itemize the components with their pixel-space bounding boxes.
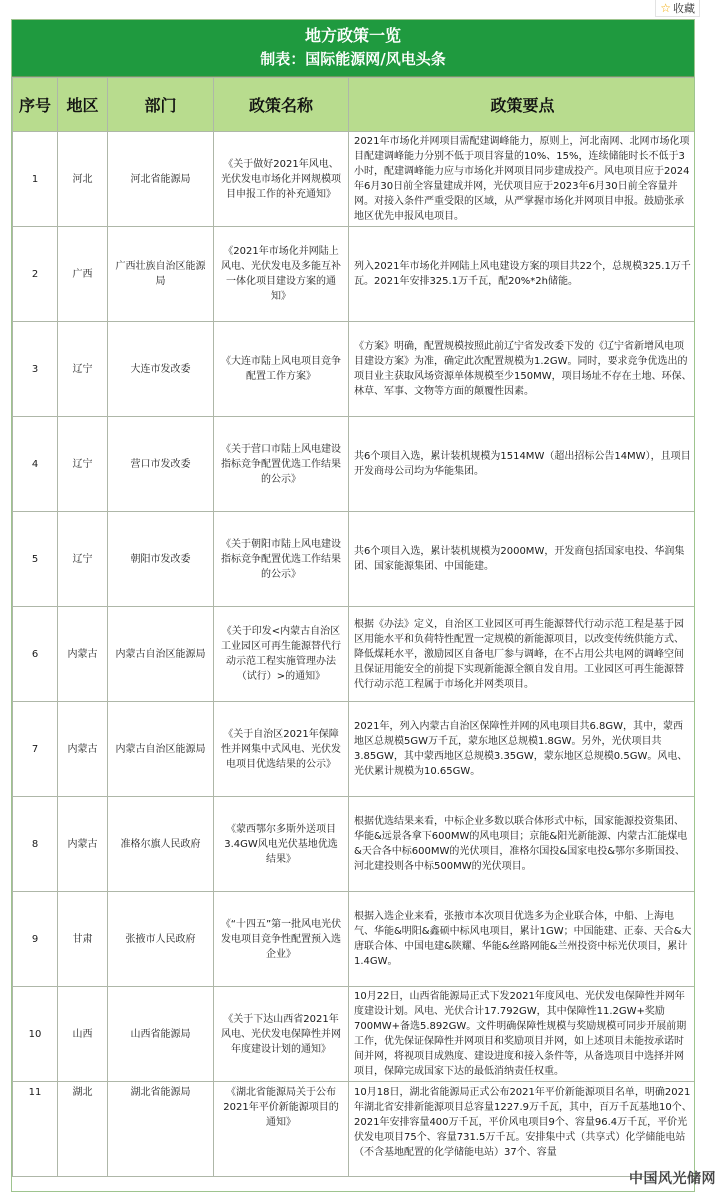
cell-no: 10	[13, 987, 58, 1082]
cell-points: 共6个项目入选，累计装机规模为2000MW，开发商包括国家电投、华润集团、国家能源集团、中国能建。	[349, 512, 696, 607]
cell-dept: 营口市发改委	[108, 417, 214, 512]
policy-table	[12, 77, 695, 1177]
cell-region: 辽宁	[58, 512, 108, 607]
policy-table-sheet	[11, 19, 695, 1192]
cell-policy: 《“十四五”第一批风电光伏发电项目竞争性配置预入选企业》	[214, 892, 349, 987]
header-dept: 部门	[108, 78, 214, 132]
star-icon: ☆	[660, 1, 671, 15]
cell-no: 8	[13, 797, 58, 892]
cell-region: 内蒙古	[58, 607, 108, 702]
cell-policy: 《关于自治区2021年保障性并网集中式风电、光伏发电项目优选结果的公示》	[214, 702, 349, 797]
header-region: 地区	[58, 78, 108, 132]
cell-region: 辽宁	[58, 322, 108, 417]
cell-policy: 《关于下达山西省2021年风电、光伏发电保障性并网年度建设计划的通知》	[214, 987, 349, 1082]
cell-dept: 山西省能源局	[108, 987, 214, 1082]
cell-points: 根据优选结果来看，中标企业多数以联合体形式中标，国家能源投资集团、华能&远景各拿下600MW的风电项目；京能&阳光新能源、内蒙古汇能煤电&天合各中标600MW的光伏项目，准格尔国投&国家电投&鄂尔多斯国投、河北建投则各中标500MW的光伏项目。	[349, 797, 696, 892]
cell-no: 3	[13, 322, 58, 417]
cell-no: 4	[13, 417, 58, 512]
cell-points: 列入2021年市场化并网陆上风电建设方案的项目共22个，总规模325.1万千瓦。2021年安排325.1万千瓦，配20%*2h储能。	[349, 227, 696, 322]
cell-no: 9	[13, 892, 58, 987]
cell-points: 10月18日，湖北省能源局正式公布2021年平价新能源项目名单，明确2021年湖北省安排新能源项目总容量1227.9万千瓦，其中，百万千瓦基地10个、2021年安排容量400万千瓦，平价风电项目9个、容量96.4万千瓦，平价光伏发电项目75个、容量731.5万千瓦。安排集中式（共享式）化学储能电站（不含基地配置的化学储能电站）37个、容量	[349, 1082, 696, 1177]
cell-dept: 内蒙古自治区能源局	[108, 607, 214, 702]
cell-policy: 《湖北省能源局关于公布2021年平价新能源项目的通知》	[214, 1082, 349, 1177]
table-row	[13, 797, 696, 892]
cell-dept: 准格尔旗人民政府	[108, 797, 214, 892]
cell-policy: 《关于朝阳市陆上风电建设指标竞争配置优选工作结果的公示》	[214, 512, 349, 607]
favorite-button[interactable]	[655, 0, 700, 17]
cell-region: 内蒙古	[58, 702, 108, 797]
cell-dept: 湖北省能源局	[108, 1082, 214, 1177]
cell-points: 《方案》明确，配置规模按照此前辽宁省发改委下发的《辽宁省新增风电项目建设方案》为准，确定此次配置规模为1.2GW。同时，要求竞争优选出的项目业主获取风场资源单体规模至少150MW，项目场址不存在土地、环保、林草、军事、文物等方面的颠覆性因素。	[349, 322, 696, 417]
table-header-row	[13, 78, 696, 132]
cell-points: 共6个项目入选，累计装机规模为1514MW（超出招标公告14MW），且项目开发商母公司均为华能集团。	[349, 417, 696, 512]
watermark-text: 中国风光储网	[629, 1171, 716, 1187]
table-row	[13, 702, 696, 797]
cell-no: 11	[13, 1082, 58, 1177]
cell-policy: 《关于做好2021年风电、光伏发电市场化并网规模项目申报工作的补充通知》	[214, 132, 349, 227]
table-title: 地方政策一览	[304, 26, 401, 45]
cell-no: 1	[13, 132, 58, 227]
cell-points: 10月22日，山西省能源局正式下发2021年度风电、光伏发电保障性并网年度建设计划。风电、光伏合计17.792GW，其中保障性11.2GW+奖励700MW+备选5.892GW。文件明确保障性规模与奖励规模可同步开展前期工作，优先保证保障性并网项目和奖励项目并网，如上述项目未能按承诺时间并网，将视项目成熟度、建设进度和接入条件等，从备选项目中选择并网项目，保障完成国家下达的最低消纳责任权重。	[349, 987, 696, 1082]
table-row	[13, 322, 696, 417]
table-title-band	[12, 20, 694, 77]
table-row	[13, 987, 696, 1082]
cell-region: 湖北	[58, 1082, 108, 1177]
cell-points: 根据《办法》定义，自治区工业园区可再生能源替代行动示范工程是基于园区用能水平和负荷特性配置一定规模的新能源项目，以改变传统供能方式、降低煤耗水平，激励园区自备电厂参与调峰，在不占用公共电网的调峰空间且保证用能安全的前提下实现新能源全额自发自用。工业园区可再生能源替代行动示范工程属于市场化并网类项目。	[349, 607, 696, 702]
header-points: 政策要点	[349, 78, 696, 132]
cell-region: 甘肃	[58, 892, 108, 987]
cell-policy: 《关于印发<内蒙古自治区工业园区可再生能源替代行动示范工程实施管理办法（试行）>的通知》	[214, 607, 349, 702]
cell-region: 山西	[58, 987, 108, 1082]
cell-points: 根据入选企业来看，张掖市本次项目优选多为企业联合体，中船、上海电气、华能&明阳&鑫硕中标风电项目，累计1GW；中国能建、正泰、天合&大唐联合体、中国电建&陕耀、华能&丝路网能&兰州投资中标光伏项目，累计1.4GW。	[349, 892, 696, 987]
cell-dept: 张掖市人民政府	[108, 892, 214, 987]
table-row	[13, 132, 696, 227]
table-row	[13, 1082, 696, 1177]
favorite-label: 收藏	[673, 2, 695, 15]
header-no: 序号	[13, 78, 58, 132]
cell-no: 5	[13, 512, 58, 607]
cell-no: 2	[13, 227, 58, 322]
cell-dept: 朝阳市发改委	[108, 512, 214, 607]
table-row	[13, 227, 696, 322]
cell-dept: 内蒙古自治区能源局	[108, 702, 214, 797]
cell-policy: 《关于营口市陆上风电建设指标竞争配置优选工作结果的公示》	[214, 417, 349, 512]
cell-no: 6	[13, 607, 58, 702]
cell-dept: 广西壮族自治区能源局	[108, 227, 214, 322]
cell-no: 7	[13, 702, 58, 797]
cell-region: 内蒙古	[58, 797, 108, 892]
cell-points: 2021年市场化并网项目需配建调峰能力，原则上，河北南网、北网市场化项目配建调峰能力分别不低于项目容量的10%、15%，连续储能时长不低于3小时，配建调峰能力应与市场化并网项目同步建成投产。风电项目应于2024年6月30日前全容量建成并网，光伏项目应于2023年6月30日前全容量并网。对接入条件严重受限的区域，从严掌握市场化并网项目申报。鼓励张承地区优先申报风电项目。	[349, 132, 696, 227]
table-row	[13, 417, 696, 512]
cell-dept: 大连市发改委	[108, 322, 214, 417]
header-policy: 政策名称	[214, 78, 349, 132]
table-row	[13, 512, 696, 607]
cell-region: 广西	[58, 227, 108, 322]
table-row	[13, 892, 696, 987]
cell-policy: 《2021年市场化并网陆上风电、光伏发电及多能互补一体化项目建设方案的通知》	[214, 227, 349, 322]
cell-points: 2021年，列入内蒙古自治区保障性并网的风电项目共6.8GW，其中，蒙西地区总规模5GW万千瓦，蒙东地区总规模1.8GW。另外，光伏项目共3.85GW，其中蒙西地区总规模3.35GW，蒙东地区总规模0.5GW。风电、光伏累计规模为10.65GW。	[349, 702, 696, 797]
cell-region: 辽宁	[58, 417, 108, 512]
cell-policy: 《大连市陆上风电项目竞争配置工作方案》	[214, 322, 349, 417]
table-subtitle: 制表：国际能源网/风电头条	[260, 50, 446, 68]
cell-region: 河北	[58, 132, 108, 227]
cell-policy: 《蒙西鄂尔多斯外送项目3.4GW风电光伏基地优选结果》	[214, 797, 349, 892]
table-row	[13, 607, 696, 702]
cell-dept: 河北省能源局	[108, 132, 214, 227]
